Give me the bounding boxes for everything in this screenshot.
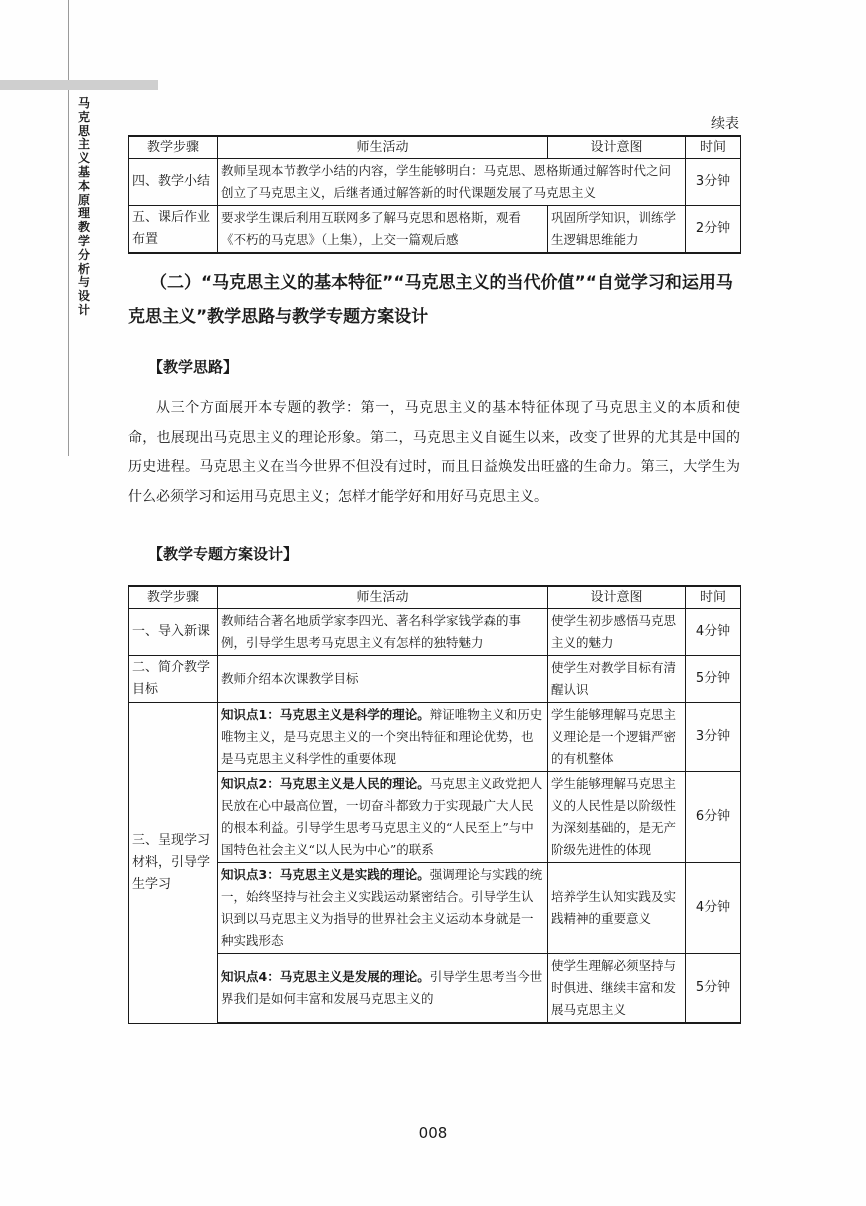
knowledge-point-title: 知识点4：马克思主义是发展的理论。 <box>221 969 430 984</box>
table-row <box>129 863 741 954</box>
thinking-heading: 【教学思路】 <box>148 358 239 376</box>
activity-cell <box>218 863 548 954</box>
table-row <box>129 159 741 206</box>
time-cell: 5分钟 <box>686 954 741 1024</box>
table-row <box>129 703 741 772</box>
knowledge-point-text: 引导学生思考当今世界我们是如何丰富和发展马克思主义的 <box>221 969 543 1006</box>
table-row <box>129 954 741 1024</box>
table-continued-label: 续表 <box>711 116 739 132</box>
margin-rule <box>68 0 69 456</box>
time-cell: 3分钟 <box>686 703 741 772</box>
intent-cell: 使学生初步感悟马克思主义的魅力 <box>548 609 686 656</box>
table-header-row <box>129 586 741 609</box>
knowledge-point-text: 强调理论与实践的统一，始终坚持与社会主义实践运动紧密结合。引导学生认识到以马克思主义为指导的世界社会主义运动本身就是一种实践形态 <box>221 867 543 948</box>
activity-cell: 教师呈现本节教学小结的内容，学生能够明白：马克思、恩格斯通过解答时代之问创立了马克思主义，后继者通过解答新的时代课题发展了马克思主义 <box>218 159 686 206</box>
header-activity: 师生活动 <box>218 586 548 609</box>
table-row <box>129 656 741 703</box>
activity-cell <box>218 954 548 1024</box>
intent-cell: 学生能够理解马克思主义理论是一个逻辑严密的有机整体 <box>548 703 686 772</box>
header-activity: 师生活动 <box>218 136 548 159</box>
knowledge-point-text: 马克思主义政党把人民放在心中最高位置，一切奋斗都致力于实现最广大人民的根本利益。引导学生思考马克思主义的“人民至上”与中国特色社会主义“以人民为中心”的联系 <box>221 776 543 857</box>
step-cell: 三、呈现学习材料，引导学生学习 <box>129 703 218 1024</box>
table-row <box>129 206 741 254</box>
step-cell: 二、简介教学目标 <box>129 656 218 703</box>
intent-cell: 使学生理解必须坚持与时俱进、继续丰富和发展马克思主义 <box>548 954 686 1024</box>
step-cell: 四、教学小结 <box>129 159 218 206</box>
page-number: 008 <box>418 1124 448 1142</box>
header-intent: 设计意图 <box>548 586 686 609</box>
design-table <box>128 585 741 1024</box>
intent-cell: 培养学生认知实践及实践精神的重要意义 <box>548 863 686 954</box>
thinking-paragraph: 从三个方面展开本专题的教学：第一，马克思主义的基本特征体现了马克思主义的本质和使命，也展现出马克思主义的理论形象。第二，马克思主义自诞生以来，改变了世界的尤其是中国的历史进程。马克思主义在当今世界不但没有过时，而且日益焕发出旺盛的生命力。第三，大学生为什么必须学习和运用马克思主义；怎样才能学好和用好马克思主义。 <box>128 400 740 505</box>
header-step: 教学步骤 <box>129 136 218 159</box>
header-bar <box>0 80 158 90</box>
time-cell: 3分钟 <box>686 159 741 206</box>
knowledge-point-title: 知识点2：马克思主义是人民的理论。 <box>221 776 430 791</box>
header-time: 时间 <box>686 586 741 609</box>
knowledge-point-text: 辩证唯物主义和历史唯物主义，是马克思主义的一个突出特征和理论优势，也是马克思主义科学性的重要体现 <box>221 707 543 766</box>
activity-cell: 教师结合著名地质学家李四光、著名科学家钱学森的事例，引导学生思考马克思主义有怎样的独特魅力 <box>218 609 548 656</box>
intent-cell: 使学生对教学目标有清醒认识 <box>548 656 686 703</box>
header-intent: 设计意图 <box>548 136 686 159</box>
table-row <box>129 772 741 863</box>
running-title: 马克思主义基本原理教学分析与设计 <box>78 96 91 317</box>
time-cell: 6分钟 <box>686 772 741 863</box>
section-title: （二）“马克思主义的基本特征”“马克思主义的当代价值”“自觉学习和运用马克思主义”教学思路与教学专题方案设计 <box>128 273 733 327</box>
knowledge-point-title: 知识点1：马克思主义是科学的理论。 <box>221 707 430 722</box>
intent-cell: 学生能够理解马克思主义的人民性是以阶级性为深刻基础的，是无产阶级先进性的体现 <box>548 772 686 863</box>
time-cell: 5分钟 <box>686 656 741 703</box>
step-cell: 五、课后作业布置 <box>129 206 218 254</box>
knowledge-point-title: 知识点3：马克思主义是实践的理论。 <box>221 867 430 882</box>
intent-cell: 巩固所学知识，训练学生逻辑思维能力 <box>548 206 686 254</box>
time-cell: 4分钟 <box>686 609 741 656</box>
header-step: 教学步骤 <box>129 586 218 609</box>
continued-table <box>128 135 741 254</box>
activity-cell <box>218 703 548 772</box>
activity-cell: 要求学生课后利用互联网多了解马克思和恩格斯，观看《不朽的马克思》（上集），上交一篇观后感 <box>218 206 548 254</box>
activity-cell <box>218 772 548 863</box>
time-cell: 2分钟 <box>686 206 741 254</box>
table-row <box>129 609 741 656</box>
step-cell: 一、导入新课 <box>129 609 218 656</box>
activity-cell: 教师介绍本次课教学目标 <box>218 656 548 703</box>
design-heading: 【教学专题方案设计】 <box>148 545 299 563</box>
table-header-row <box>129 136 741 159</box>
time-cell: 4分钟 <box>686 863 741 954</box>
header-time: 时间 <box>686 136 741 159</box>
